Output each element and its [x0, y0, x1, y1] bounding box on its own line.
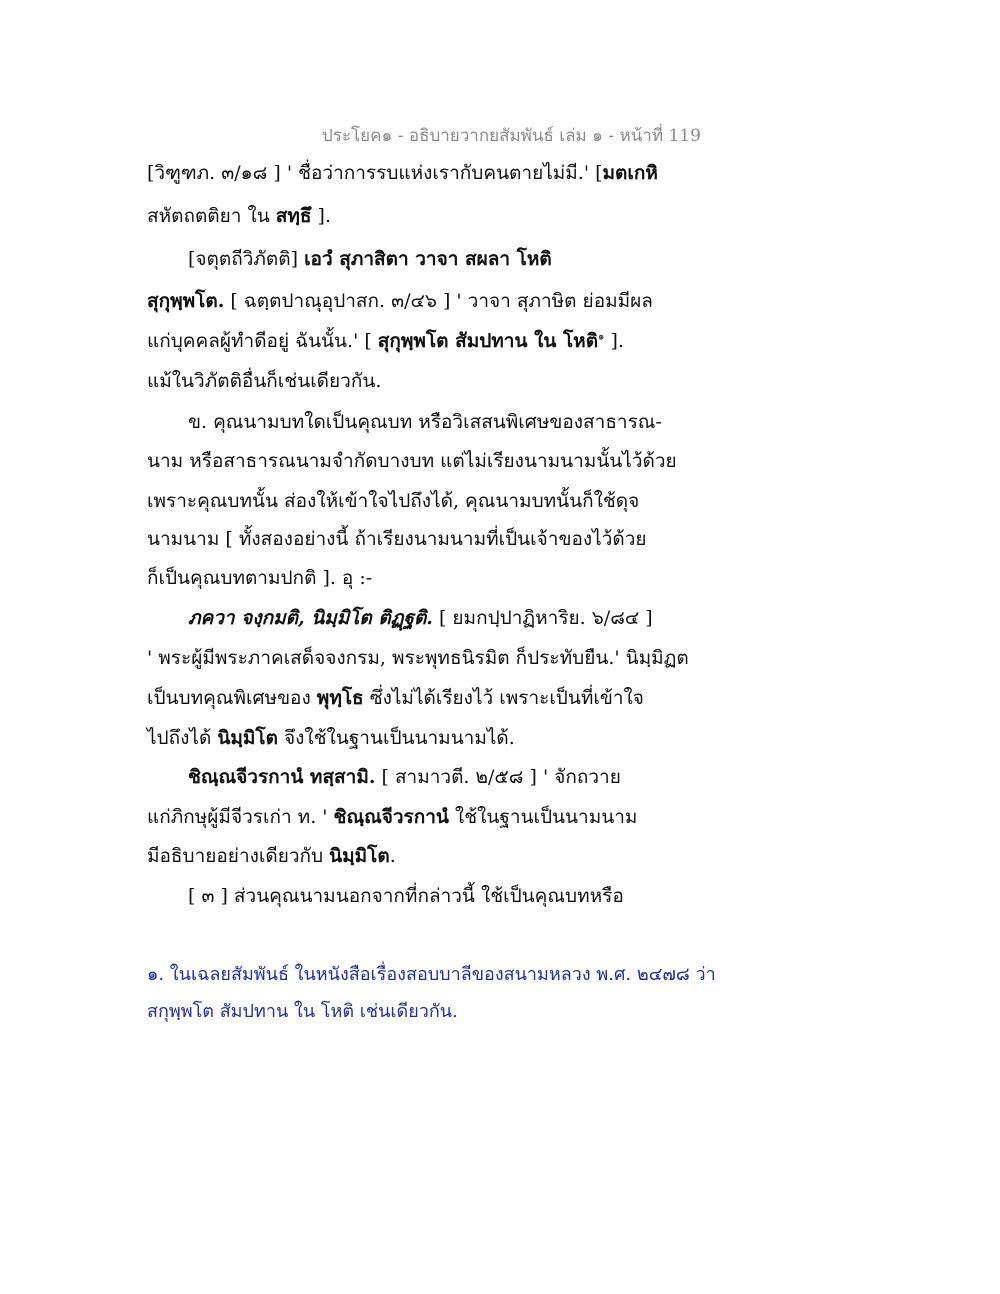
text-run: ซึ่งไม่ได้เรียงไว้ เพราะเป็นที่เข้าใจ: [363, 687, 644, 709]
bold-term: นิมฺมิโต: [217, 727, 278, 749]
body-line-8: นาม หรือสาธารณนามจำกัดบางบท แต่ไม่เรียงนามนามนั้นไว้ด้วย: [147, 450, 677, 472]
text-run: .: [389, 845, 396, 867]
bold-term: เอวํ สุภาสิตา วาจา สผลา โหติ: [304, 248, 552, 270]
body-line-11: ก็เป็นคุณบทตามปกติ ]. อุ :-: [147, 567, 373, 589]
page-header: ประโยค๑ - อธิบายวากยสัมพันธ์ เล่ม ๑ - หน้าที่ 119: [322, 126, 701, 146]
text-run: ].: [311, 205, 332, 227]
text-run: [วิฑูฑภ. ๓/๑๘ ] ' ชื่อว่าการรบแห่งเรากับคนตายไม่มี.' [: [147, 162, 603, 184]
bold-term: พุทฺโธ: [316, 687, 364, 709]
body-line-15: [147, 729, 515, 748]
text-run: มีอธิบายอย่างเดียวกับ: [147, 845, 330, 867]
body-line-1: [147, 164, 658, 183]
body-line-14: [147, 689, 644, 708]
text-run: จึงใช้ในฐานเป็นนามนามได้.: [277, 727, 515, 749]
footnote-line-2: สกุพฺพโต สัมปทาน ใน โหติ เช่นเดียวกัน.: [147, 1001, 458, 1022]
text-run: [ สามาวตี. ๒/๕๘ ] ' จักถวาย: [375, 766, 621, 788]
bold-italic-term: ภควา จงฺกมติ, นิมฺมิโต ติฏฺฐติ.: [188, 607, 433, 629]
body-line-7: ข. คุณนามบทใดเป็นคุณบท หรือวิเสสนพิเศษของสาธารณ-: [188, 411, 662, 433]
text-run: สหัตถตติยา ใน: [147, 205, 276, 227]
bold-term: มตเกหิ: [602, 162, 658, 184]
bold-term: ชิณฺณจีวรกานํ ทสฺสามิ.: [188, 766, 376, 788]
text-run: [จตุตถีวิภัตติ]: [188, 248, 305, 270]
footnote-marker: ๑: [598, 331, 605, 343]
bold-term: ชิณฺณจีวรกานํ: [333, 806, 449, 828]
body-line-18: [147, 847, 396, 866]
body-line-13: ' พระผู้มีพระภาคเสด็จจงกรม, พระพุทธนิรมิต ก็ประทับยืน.' นิมฺมิฏต: [147, 647, 689, 669]
body-line-19: [ ๓ ] ส่วนคุณนามนอกจากที่กล่าวนี้ ใช้เป็นคุณบทหรือ: [188, 885, 624, 907]
body-line-9: เพราะคุณบทนั้น ส่องให้เข้าใจไปถึงได้, คุณนามบทนั้นก็ใช้ดุจ: [147, 490, 640, 512]
body-line-16: [188, 768, 621, 787]
body-line-17: [147, 808, 637, 827]
bold-term: สทฺธึ: [275, 205, 312, 227]
body-line-6: แม้ในวิภัตติอื่นก็เช่นเดียวกัน.: [147, 370, 382, 392]
text-run: แก่ภิกษุผู้มีจีวรเก่า ท. ': [147, 806, 334, 828]
bold-term: สุกุพฺพโต สัมปทาน ใน โหติ: [377, 330, 599, 352]
body-line-12: [188, 609, 653, 628]
text-run: ].: [604, 330, 624, 352]
text-run: ไปถึงได้: [147, 727, 218, 749]
text-run: ใช้ในฐานเป็นนามนาม: [448, 806, 638, 828]
footnote-line-1: ๑. ในเฉลยสัมพันธ์ ในหนังสือเรื่องสอบบาลีของสนามหลวง พ.ศ. ๒๔๗๘ ว่า: [147, 964, 716, 985]
body-line-4: [147, 292, 653, 311]
bold-term: นิมฺมิโต: [329, 845, 390, 867]
text-run: แก่บุคคลผู้ทำดีอยู่ ฉันนั้น.' [: [147, 330, 378, 352]
body-line-5: [147, 332, 624, 351]
body-line-10: นามนาม [ ทั้งสองอย่างนี้ ถ้าเรียงนามนามที่เป็นเจ้าของไว้ด้วย: [147, 528, 647, 550]
body-line-2: [147, 207, 331, 226]
text-run: [ ยมกปฺปาฏิหาริย. ๖/๘๔ ]: [432, 607, 653, 629]
bold-term: สุกุพฺพโต.: [147, 290, 225, 312]
text-run: เป็นบทคุณพิเศษของ: [147, 687, 317, 709]
text-run: [ ฉตฺตปาณุอุปาสก. ๓/๔๖ ] ' วาจา สุภาษิต ย่อมมีผล: [224, 290, 653, 312]
body-line-3: [188, 250, 552, 269]
